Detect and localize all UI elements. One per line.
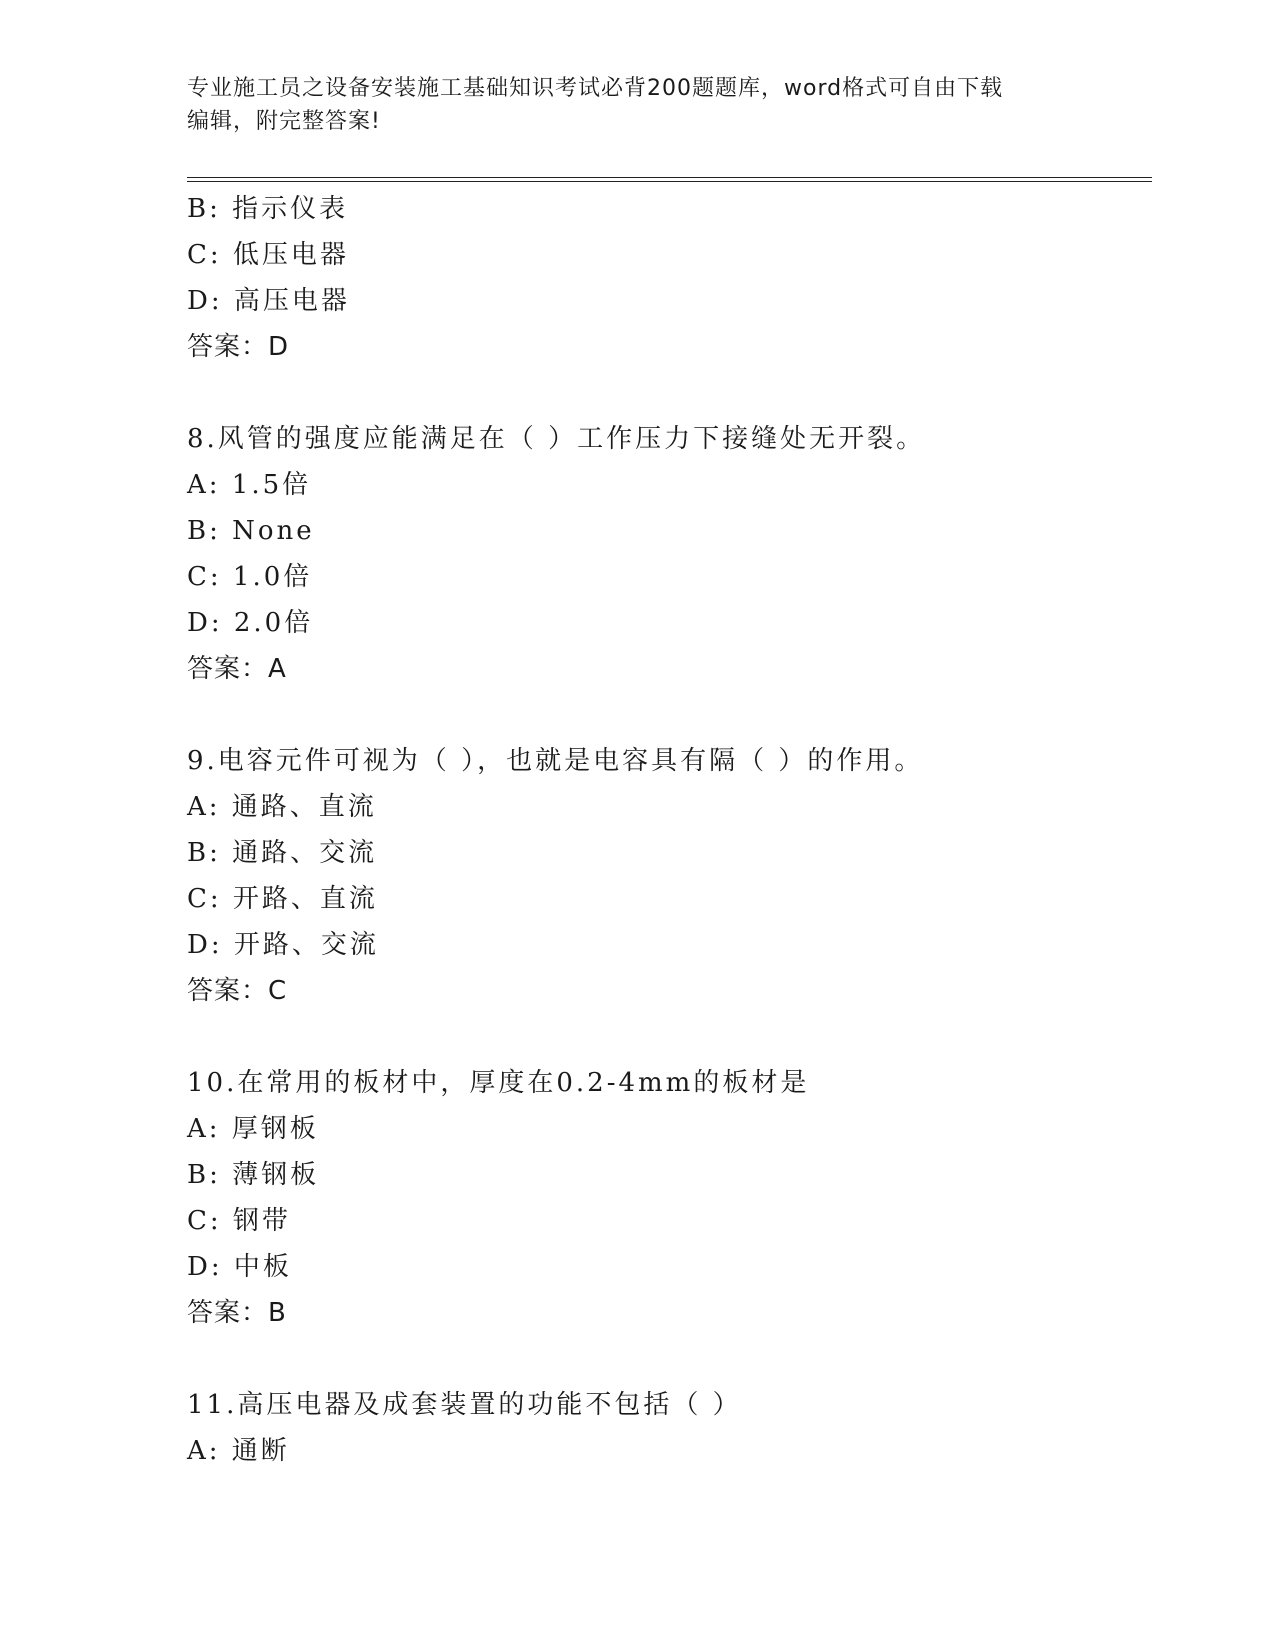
option-line: C: 钢带	[187, 1206, 291, 1236]
option-line: D: 中板	[187, 1252, 292, 1282]
question-9	[187, 738, 1147, 1014]
option-line: B: 通路、交流	[187, 838, 378, 868]
question-11	[187, 1382, 1147, 1474]
option-line: C: 1.0倍	[187, 562, 313, 592]
document-header	[187, 72, 1087, 138]
header-line-2: 编辑，附完整答案!	[187, 109, 381, 134]
question-stem: 9.电容元件可视为（ ），也就是电容具有隔（ ）的作用。	[187, 746, 924, 776]
option-line: C: 低压电器	[187, 240, 349, 270]
question-8	[187, 416, 1147, 692]
header-divider-bottom	[187, 181, 1152, 182]
question-stem: 11.高压电器及成套装置的功能不包括（ ）	[187, 1390, 742, 1420]
option-line: D: 2.0倍	[187, 608, 314, 638]
question-stem: 8.风管的强度应能满足在（ ）工作压力下接缝处无开裂。	[187, 424, 926, 454]
question-stem: 10.在常用的板材中，厚度在0.2-4mm的板材是	[187, 1068, 810, 1098]
question-10	[187, 1060, 1147, 1336]
answer-line: 答案：D	[187, 332, 290, 362]
option-line: A: 厚钢板	[187, 1114, 319, 1144]
option-line: A: 通断	[187, 1436, 290, 1466]
option-line: C: 开路、直流	[187, 884, 378, 914]
option-line: B: None	[187, 516, 315, 546]
option-line: B: 薄钢板	[187, 1160, 320, 1190]
answer-line: 答案：C	[187, 976, 288, 1006]
option-line: D: 开路、交流	[187, 930, 379, 960]
question-list	[187, 186, 1147, 1474]
option-line: D: 高压电器	[187, 286, 350, 316]
answer-line: 答案：B	[187, 1298, 287, 1328]
option-line: B: 指示仪表	[187, 194, 349, 224]
answer-line: 答案：A	[187, 654, 287, 684]
option-line: A: 1.5倍	[187, 470, 312, 500]
partial-question-7	[187, 186, 1147, 370]
option-line: A: 通路、直流	[187, 792, 377, 822]
header-divider-top	[187, 177, 1152, 178]
header-line-1: 专业施工员之设备安装施工基础知识考试必背200题题库，word格式可自由下载	[187, 76, 1004, 101]
